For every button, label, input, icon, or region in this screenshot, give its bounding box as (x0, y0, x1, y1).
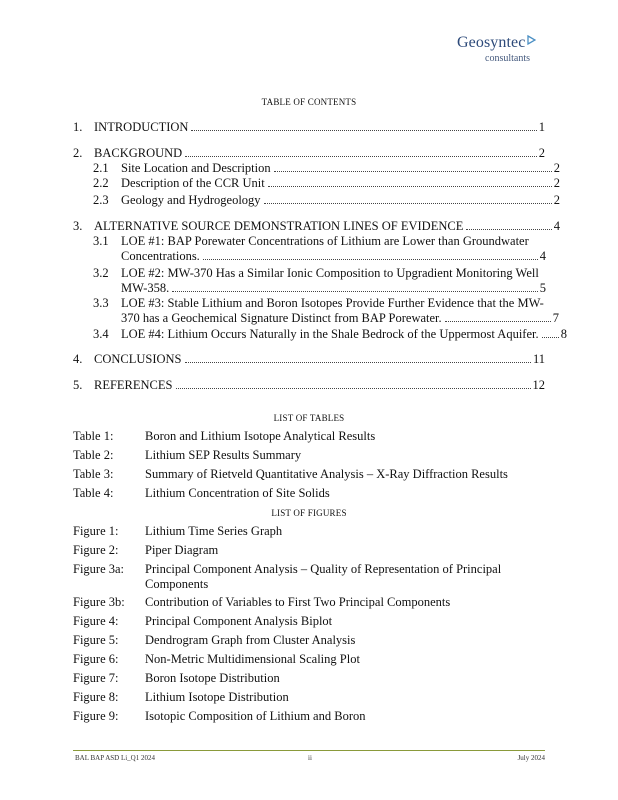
toc-entry-loe4[interactable] (93, 327, 567, 342)
toc-number: 4. (73, 352, 83, 366)
dot-leader (203, 259, 538, 260)
toc-page: 2 (553, 161, 560, 175)
toc-entry-references[interactable] (73, 378, 545, 393)
toc-number: 3.1 (93, 234, 109, 248)
dot-leader (466, 229, 551, 230)
toc-title-line: Concentrations. (121, 249, 200, 263)
figure-label: Figure 7: (73, 671, 119, 685)
figure-title: Non-Metric Multidimensional Scaling Plot (145, 652, 360, 666)
toc-page: 11 (532, 352, 545, 366)
toc-entry-conclusions[interactable] (73, 352, 545, 367)
toc-number: 1. (73, 120, 83, 134)
dot-leader (172, 291, 537, 292)
toc-title: Site Location and Description (121, 161, 271, 175)
logo-triangle-icon (527, 35, 536, 45)
figure-title: Principal Component Analysis – Quality of Representation of Principal Components (145, 562, 502, 591)
toc-title: Description of the CCR Unit (121, 176, 265, 190)
dot-leader (191, 130, 536, 131)
toc-number: 5. (73, 378, 83, 392)
toc-entry-ccr-unit[interactable] (93, 176, 560, 191)
figure-label: Figure 3a: (73, 562, 125, 576)
figures-heading: LIST OF FIGURES (271, 508, 347, 518)
toc-entry-loe3[interactable] (121, 311, 559, 326)
figure-label: Figure 2: (73, 543, 119, 557)
toc-page: 7 (552, 311, 559, 325)
dot-leader (542, 337, 559, 338)
toc-entry-introduction[interactable] (73, 120, 545, 135)
figure-label: Figure 1: (73, 524, 119, 538)
toc-entry-background[interactable] (73, 146, 545, 161)
table-label: Table 4: (73, 486, 114, 500)
dot-leader (445, 321, 551, 322)
dot-leader (274, 171, 552, 172)
toc-title-line[interactable]: LOE #3: Stable Lithium and Boron Isotopes Provide Further Evidence that the MW- (121, 296, 544, 310)
figure-title: Contribution of Variables to First Two Principal Components (145, 595, 451, 609)
footer-doc-id: BAL BAP ASD Li_Q1 2024 (75, 754, 155, 762)
toc-heading: TABLE OF CONTENTS (261, 97, 357, 107)
toc-page: 2 (538, 146, 545, 160)
figure-title: Piper Diagram (145, 543, 219, 557)
table-title: Lithium SEP Results Summary (145, 448, 302, 462)
toc-title: INTRODUCTION (94, 120, 189, 134)
figure-title: Dendrogram Graph from Cluster Analysis (145, 633, 356, 647)
toc-number: 3.2 (93, 266, 109, 280)
table-label: Table 3: (73, 467, 114, 481)
toc-title-line[interactable]: LOE #2: MW-370 Has a Similar Ionic Composition to Upgradient Monitoring Well (121, 266, 539, 280)
toc-entry-site-location[interactable] (93, 161, 560, 176)
figure-label: Figure 5: (73, 633, 119, 647)
toc-page: 12 (532, 378, 545, 392)
toc-entry-loe2[interactable] (121, 281, 546, 296)
toc-number: 2. (73, 146, 83, 160)
figure-title: Lithium Time Series Graph (145, 524, 283, 538)
toc-title: Geology and Hydrogeology (121, 193, 261, 207)
footer-rule (73, 750, 545, 751)
toc-title: REFERENCES (94, 378, 173, 392)
toc-number: 2.1 (93, 161, 109, 175)
toc-title: LOE #4: Lithium Occurs Naturally in the Shale Bedrock of the Uppermost Aquifer. (121, 327, 539, 341)
table-label: Table 2: (73, 448, 114, 462)
figure-title: Principal Component Analysis Biplot (145, 614, 333, 628)
table-title: Boron and Lithium Isotope Analytical Results (145, 429, 376, 443)
toc-title-line[interactable]: LOE #1: BAP Porewater Concentrations of Lithium are Lower than Groundwater (121, 234, 529, 248)
toc-title-line: MW-358. (121, 281, 170, 295)
figure-label: Figure 3b: (73, 595, 125, 609)
table-title: Lithium Concentration of Site Solids (145, 486, 330, 500)
figure-label: Figure 4: (73, 614, 119, 628)
company-logo (457, 34, 536, 64)
figure-label: Figure 8: (73, 690, 119, 704)
dot-leader (268, 186, 552, 187)
footer-date: July 2024 (517, 754, 545, 762)
figure-title: Boron Isotope Distribution (145, 671, 280, 685)
toc-entry-alternative-source[interactable] (73, 219, 560, 234)
table-label: Table 1: (73, 429, 114, 443)
toc-entry-geology[interactable] (93, 193, 560, 208)
footer-page-number: ii (308, 754, 312, 762)
figure-label: Figure 6: (73, 652, 119, 666)
toc-title: BACKGROUND (94, 146, 183, 160)
toc-page: 1 (538, 120, 545, 134)
toc-number: 3. (73, 219, 83, 233)
figure-title: Lithium Isotope Distribution (145, 690, 289, 704)
dot-leader (176, 388, 531, 389)
table-title: Summary of Rietveld Quantitative Analysis – X-Ray Diffraction Results (145, 467, 508, 481)
toc-number: 2.3 (93, 193, 109, 207)
toc-number: 3.4 (93, 327, 109, 341)
dot-leader (264, 203, 552, 204)
toc-page: 8 (560, 327, 567, 341)
toc-title: CONCLUSIONS (94, 352, 182, 366)
toc-page: 4 (553, 219, 560, 233)
tables-heading: LIST OF TABLES (273, 413, 345, 423)
dot-leader (185, 362, 531, 363)
toc-page: 4 (539, 249, 546, 263)
toc-page: 5 (539, 281, 546, 295)
toc-number: 2.2 (93, 176, 109, 190)
dot-leader (185, 156, 537, 157)
logo-subtitle: consultants (485, 53, 530, 64)
toc-entry-loe1[interactable] (121, 249, 546, 264)
toc-page: 2 (553, 176, 560, 190)
toc-title: ALTERNATIVE SOURCE DEMONSTRATION LINES OF EVIDENCE (94, 219, 464, 233)
toc-title-line: 370 has a Geochemical Signature Distinct from BAP Porewater. (121, 311, 442, 325)
figure-title: Isotopic Composition of Lithium and Boron (145, 709, 366, 723)
toc-page: 2 (553, 193, 560, 207)
logo-name: Geosyntec (457, 34, 526, 51)
toc-number: 3.3 (93, 296, 109, 310)
figure-label: Figure 9: (73, 709, 119, 723)
